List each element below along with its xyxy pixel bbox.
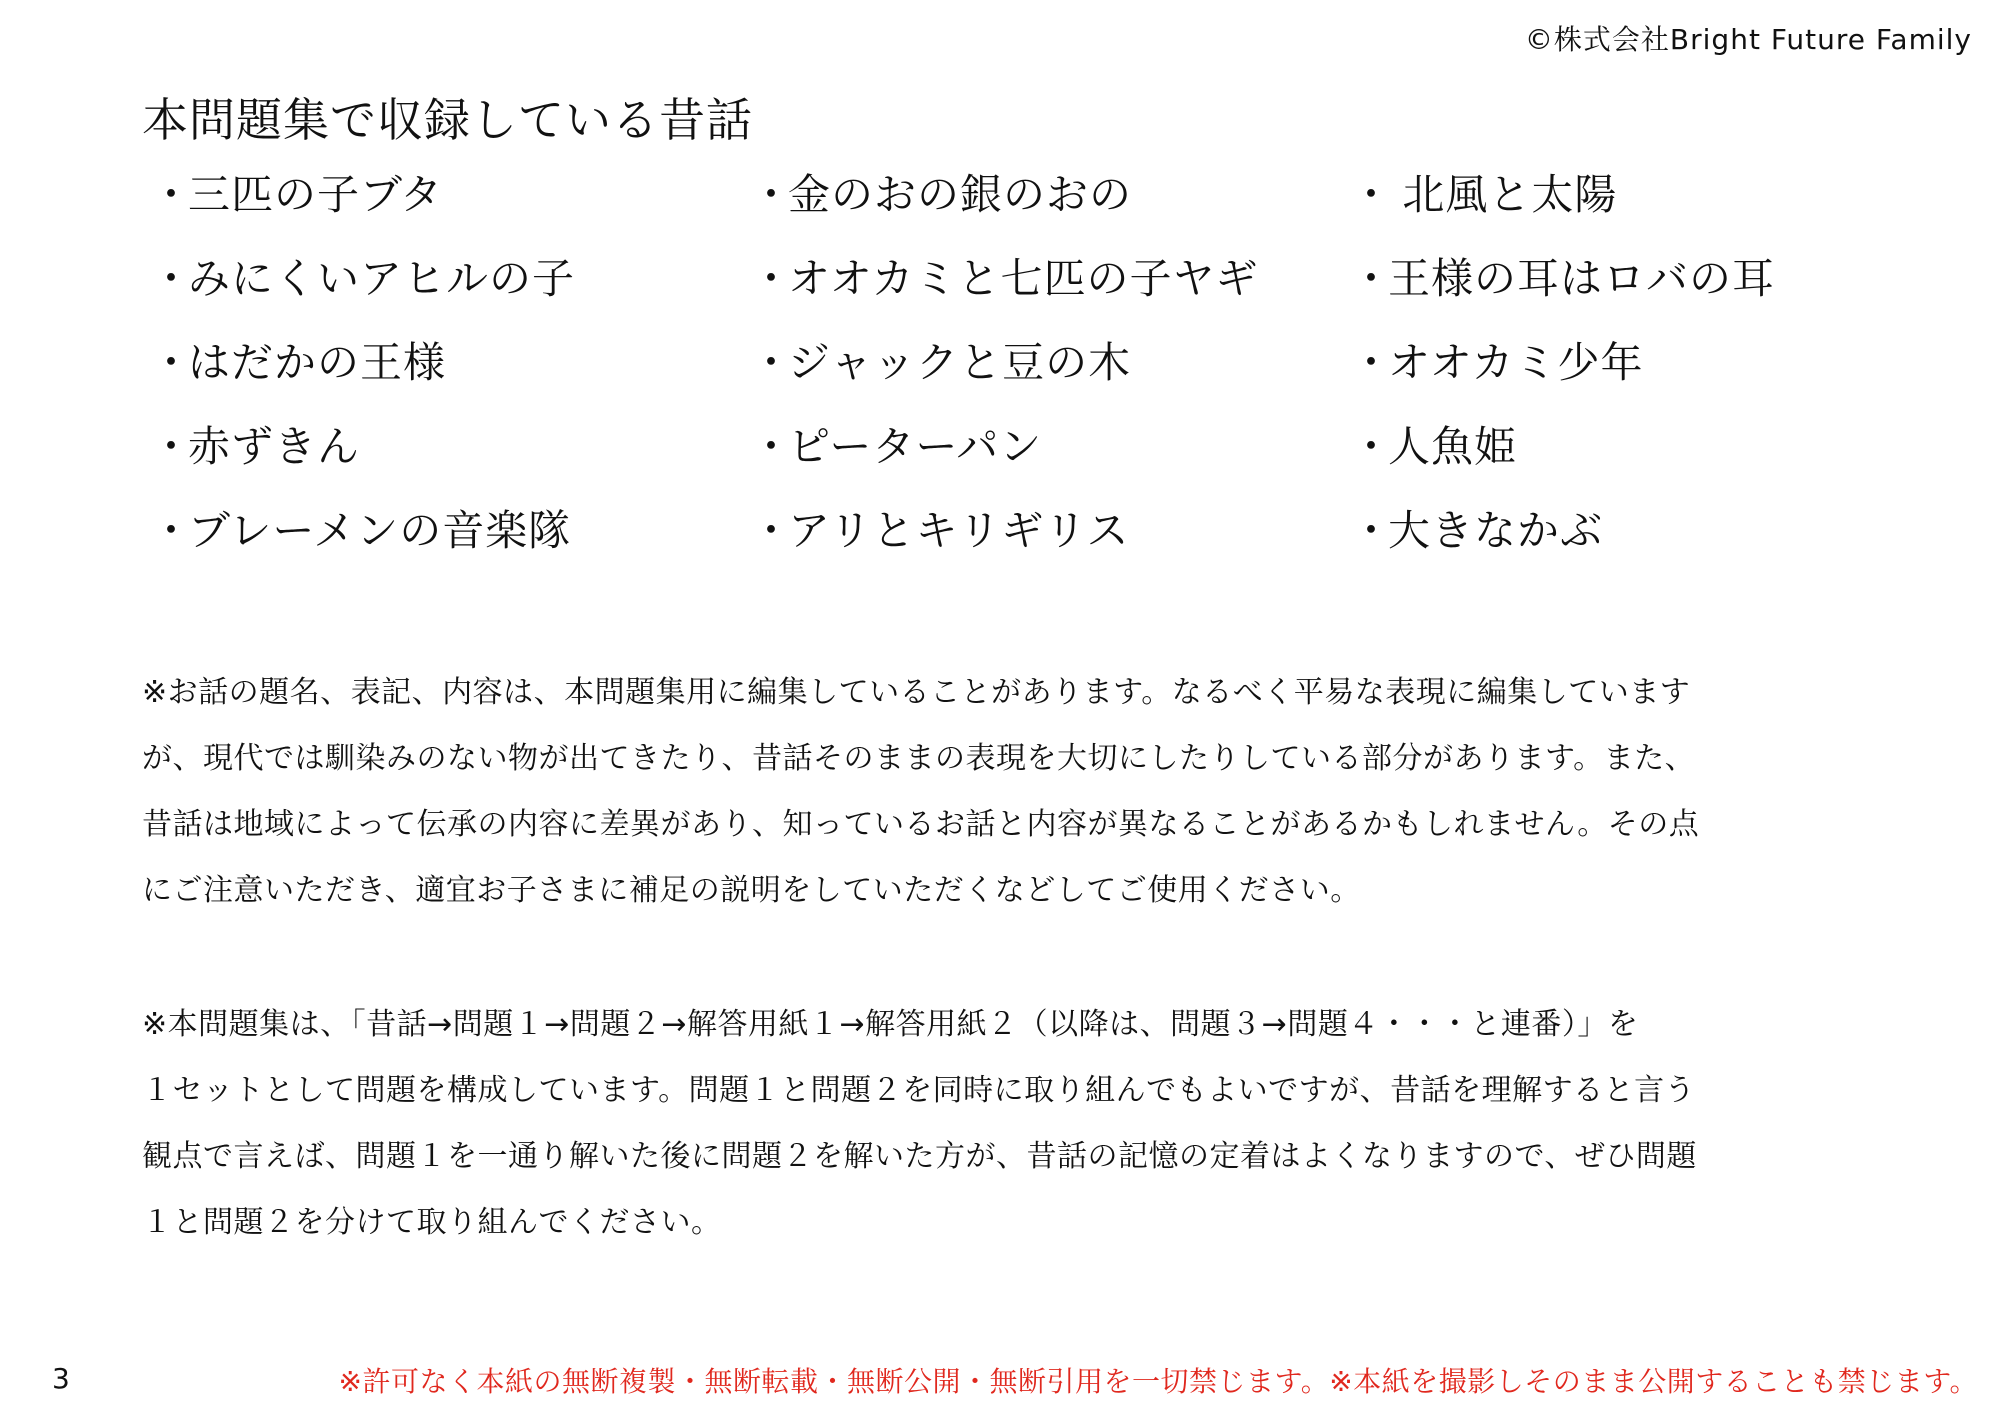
bullet: ・ bbox=[150, 338, 194, 387]
story-item bbox=[150, 498, 750, 582]
page-title: 本問題集で収録している昔話 bbox=[142, 93, 753, 147]
story-title: オオカミと七匹の子ヤギ bbox=[788, 254, 1259, 303]
story-title: ブレーメンの音楽隊 bbox=[188, 506, 572, 555]
copyright-warning: ※許可なく本紙の無断複製・無断転載・無断公開・無断引用を一切禁じます。※本紙を撮影しそのまま公開することも禁じます。 bbox=[338, 1365, 1978, 1398]
story-item bbox=[1350, 498, 1910, 582]
story-title: 大きなかぶ bbox=[1388, 506, 1604, 555]
editing-note bbox=[142, 660, 1862, 924]
story-item bbox=[750, 162, 1350, 246]
story-item bbox=[750, 246, 1350, 330]
story-title: オオカミ少年 bbox=[1388, 338, 1644, 387]
bullet: ・ bbox=[750, 422, 794, 471]
story-title: 金のおの銀のおの bbox=[788, 170, 1133, 219]
bullet: ・ bbox=[1350, 422, 1394, 471]
story-item bbox=[750, 414, 1350, 498]
story-list bbox=[150, 162, 1910, 582]
note-line: ※本問題集は、「昔話→問題１→問題２→解答用紙１→解答用紙２（以降は、問題３→問題４・・・と連番）」を bbox=[142, 1007, 1639, 1042]
story-title: ジャックと豆の木 bbox=[788, 338, 1132, 387]
bullet: ・ bbox=[750, 254, 794, 303]
bullet: ・ bbox=[1350, 506, 1394, 555]
page-number: 3 bbox=[52, 1362, 70, 1395]
story-item bbox=[150, 162, 750, 246]
bullet: ・ bbox=[750, 506, 794, 555]
story-item bbox=[1350, 330, 1910, 414]
note-line: が、現代では馴染みのない物が出てきたり、昔話そのままの表現を大切にしたりしている部分があります。また、 bbox=[142, 741, 1696, 776]
bullet: ・ bbox=[750, 338, 794, 387]
story-title: ピーターパン bbox=[788, 422, 1043, 471]
story-item bbox=[150, 246, 750, 330]
bullet: ・ bbox=[150, 170, 194, 219]
note-line: ※お話の題名、表記、内容は、本問題集用に編集していることがあります。なるべく平易な表現に編集しています bbox=[142, 675, 1691, 710]
note-line: １と問題２を分けて取り組んでください。 bbox=[142, 1205, 722, 1240]
story-item bbox=[1350, 246, 1910, 330]
story-title: 北風と太陽 bbox=[1388, 170, 1618, 219]
story-item bbox=[750, 330, 1350, 414]
story-title: 人魚姫 bbox=[1388, 422, 1518, 471]
story-title: アリとキリギリス bbox=[788, 506, 1130, 555]
copyright-notice: ©株式会社Bright Future Family bbox=[1524, 23, 1972, 56]
story-item bbox=[1350, 414, 1910, 498]
story-title: みにくいアヒルの子 bbox=[188, 254, 576, 303]
story-title: はだかの王様 bbox=[188, 338, 447, 387]
story-item bbox=[150, 330, 750, 414]
story-title: 赤ずきん bbox=[188, 422, 361, 471]
bullet: ・ bbox=[1350, 170, 1394, 219]
story-item bbox=[150, 414, 750, 498]
bullet: ・ bbox=[150, 506, 194, 555]
bullet: ・ bbox=[1350, 254, 1394, 303]
story-title: 王様の耳はロバの耳 bbox=[1388, 254, 1776, 303]
bullet: ・ bbox=[1350, 338, 1394, 387]
note-line: 観点で言えば、問題１を一通り解いた後に問題２を解いた方が、昔話の記憶の定着はよくなりますので、ぜひ問題 bbox=[142, 1139, 1697, 1174]
note-line: 昔話は地域によって伝承の内容に差異があり、知っているお話と内容が異なることがあるかもしれません。その点 bbox=[142, 807, 1700, 842]
bullet: ・ bbox=[150, 254, 194, 303]
structure-note bbox=[142, 992, 1862, 1256]
note-line: にご注意いただき、適宜お子さまに補足の説明をしていただくなどしてご使用ください。 bbox=[142, 873, 1361, 908]
bullet: ・ bbox=[150, 422, 194, 471]
story-title: 三匹の子ブタ bbox=[188, 170, 444, 219]
story-item bbox=[1350, 162, 1910, 246]
note-line: １セットとして問題を構成しています。問題１と問題２を同時に取り組んでもよいですが、昔話を理解すると言う bbox=[142, 1073, 1696, 1108]
bullet: ・ bbox=[750, 170, 794, 219]
story-item bbox=[750, 498, 1350, 582]
